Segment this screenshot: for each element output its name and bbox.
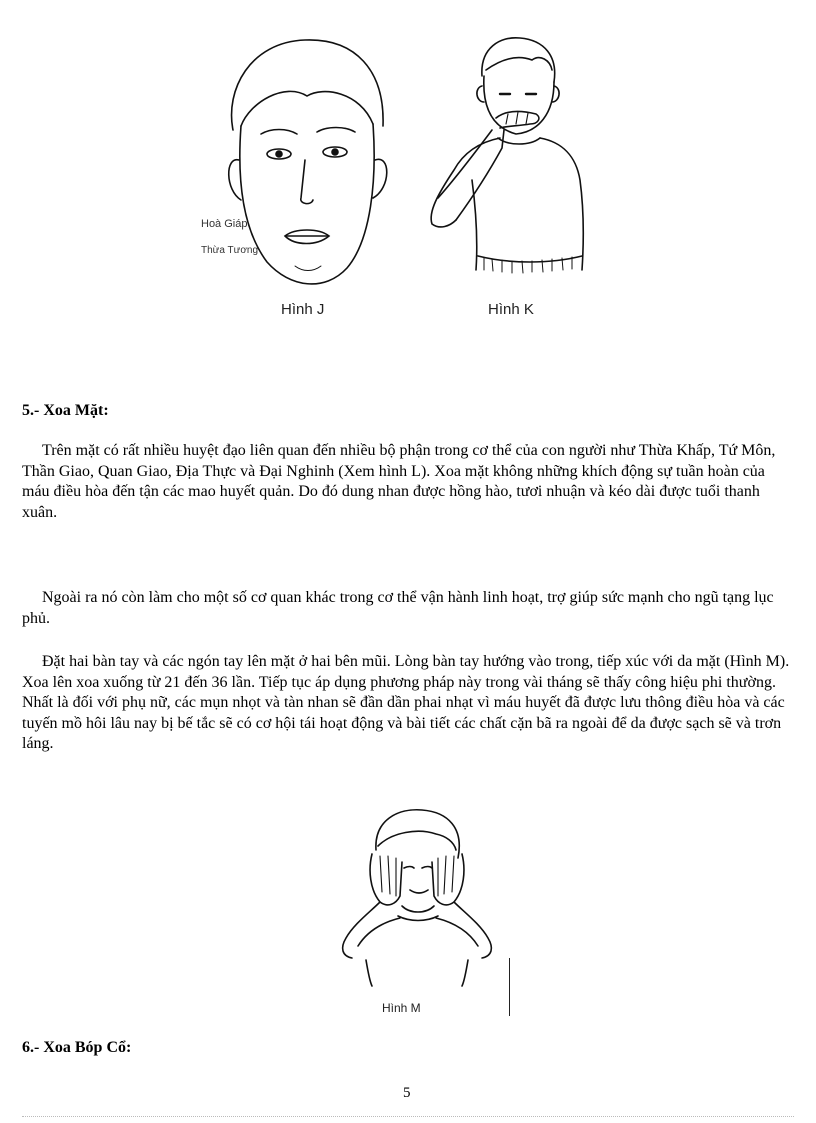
acupoint-label-hoa-giap: Hoà Giáp	[201, 218, 248, 230]
footer-divider	[22, 1116, 794, 1117]
section-5-heading: 5.- Xoa Mặt:	[22, 402, 109, 419]
acupoint-label-thua-tuong: Thừa Tương	[201, 245, 259, 256]
figure-k-child	[420, 30, 605, 290]
page-number: 5	[403, 1085, 411, 1101]
figure-k-caption: Hình K	[488, 301, 534, 318]
section-5-paragraph-1: Trên mặt có rất nhiều huyệt đạo liên quan đến nhiều bộ phận trong cơ thể của con người như Thừa Khấp, Tứ Môn, Thần Giao, Quan Giao, Địa Thực và Đại Nghinh (Xem hình L). Xoa mặt không những khích động sự tuần hoàn của máu điều hòa đến tận các mao huyết quản. Do đó dung nhan được hồng hào, tươi nhuận và kéo dài được tuổi thanh xuân.	[22, 442, 776, 521]
section-5-paragraph-3: Đặt hai bàn tay và các ngón tay lên mặt ở hai bên mũi. Lòng bàn tay hướng vào trong, tiếp xúc với da mặt (Hình M). Xoa lên xoa xuống từ 21 đến 36 lần. Tiếp tục áp dụng phương pháp này trong vài tháng sẽ thấy công hiệu phi thường. Nhất là đối với phụ nữ, các mụn nhọt và tàn nhan sẽ đần dần phai nhạt vì máu huyết đã được lưu thông điều hòa và các tuyến mồ hôi lâu nay bị bế tắc sẽ có cơ hội tái hoạt động và bài tiết các chất cặn bã ra ngoài để da được sạch sẽ và trơn láng.	[22, 653, 790, 752]
figure-m-side-line	[509, 958, 510, 1016]
figure-j-face	[195, 30, 405, 300]
figure-m-face-rub	[318, 806, 518, 1016]
section-6-heading: 6.- Xoa Bóp Cổ:	[22, 1039, 132, 1056]
section-5-paragraph-2: Ngoài ra nó còn làm cho một số cơ quan khác trong cơ thể vận hành linh hoạt, trợ giúp sức mạnh cho ngũ tạng lục phủ.	[22, 589, 774, 627]
figure-m-caption: Hình M	[382, 1001, 421, 1015]
figure-j-caption: Hình J	[281, 301, 325, 318]
